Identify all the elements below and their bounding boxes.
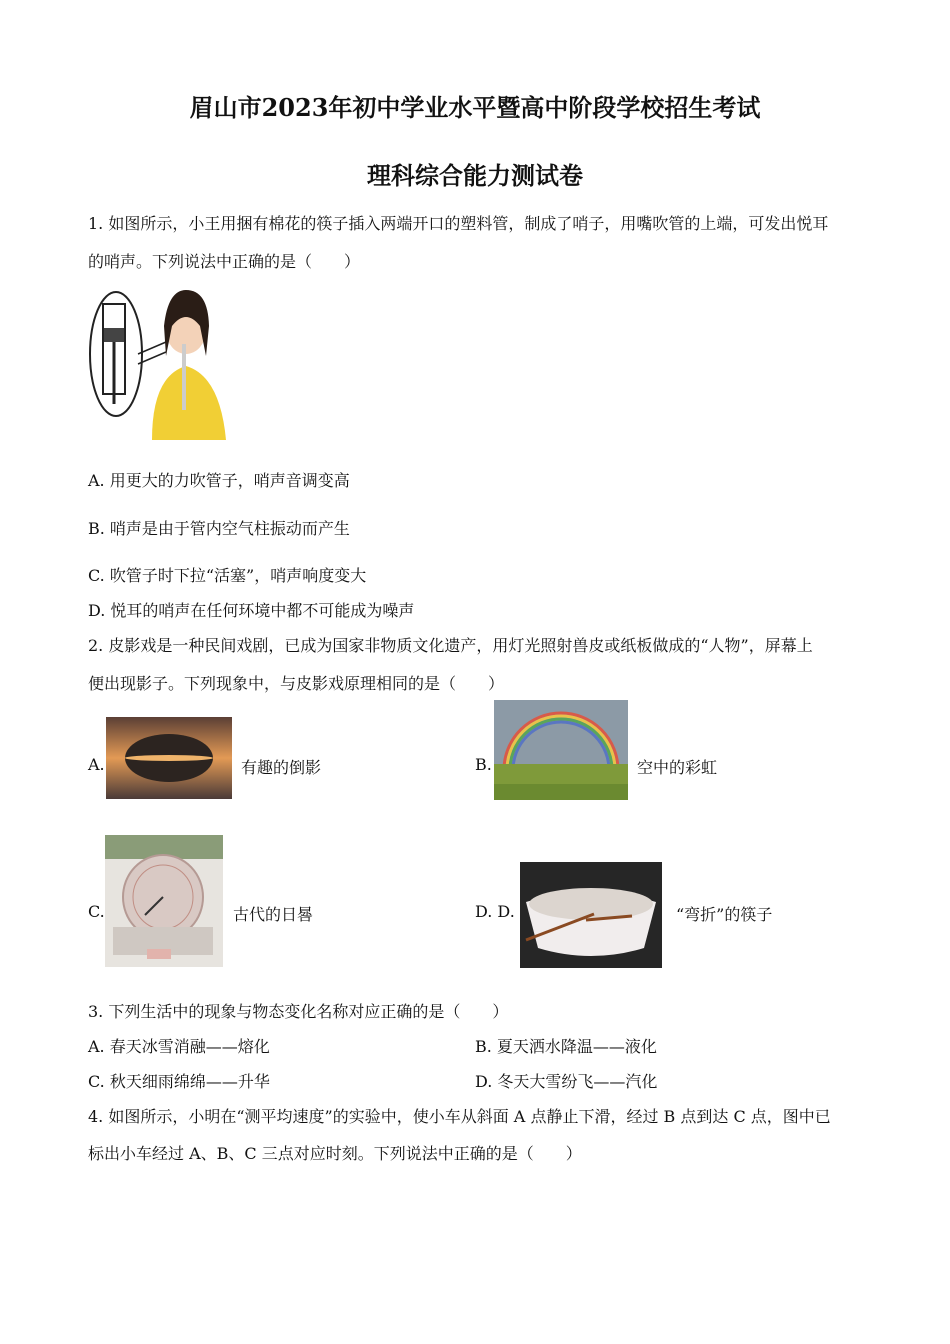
q3-option-b: B. 夏天洒水降温——液化 (475, 1037, 657, 1056)
q1-option-a: A. 用更大的力吹管子，哨声音调变高 (88, 471, 350, 490)
q2-option-b-caption: 空中的彩虹 (637, 758, 718, 777)
q1-stem-line1: 1. 如图所示，小王用捆有棉花的筷子插入两端开口的塑料管，制成了哨子，用嘴吹管的上端，可发出悦耳 (88, 214, 829, 233)
q2-option-d-caption: “弯折”的筷子 (676, 905, 773, 924)
q1-option-c: C. 吹管子时下拉“活塞”，哨声响度变大 (88, 566, 367, 585)
q3-option-d: D. 冬天大雪纷飞——汽化 (475, 1072, 658, 1091)
q2-rainbow-photo (494, 700, 628, 800)
q1-stem-line2: 的哨声。下列说法中正确的是（ ） (88, 252, 361, 271)
q2-option-a-caption: 有趣的倒影 (241, 758, 322, 777)
q2-stem-line1: 2. 皮影戏是一种民间戏剧，已成为国家非物质文化遗产，用灯光照射兽皮或纸板做成的“人物”，屏幕上 (88, 636, 813, 655)
q3-option-c: C. 秋天细雨绵绵——升华 (88, 1072, 270, 1091)
q4-stem-line2: 标出小车经过 A、B、C 三点对应时刻。下列说法中正确的是（ ） (88, 1144, 582, 1163)
q2-option-a-label: A. (88, 755, 105, 774)
q2-stem-line2: 便出现影子。下列现象中，与皮影戏原理相同的是（ ） (88, 674, 505, 693)
q1-option-b: B. 哨声是由于管内空气柱振动而产生 (88, 519, 350, 538)
exam-subtitle: 理科综合能力测试卷 (367, 161, 583, 190)
q2-option-b-label: B. (475, 755, 492, 774)
q1-whistle-figure (86, 282, 236, 442)
q4-stem-line1: 4. 如图所示，小明在“测平均速度”的实验中，使小车从斜面 A 点静止下滑，经过 B 点到达 C 点，图中已 (88, 1107, 831, 1126)
q2-reflection-photo (106, 717, 232, 799)
exam-title: 眉山市2023年初中学业水平暨高中阶段学校招生考试 (189, 93, 761, 122)
q3-option-a: A. 春天冰雪消融——熔化 (88, 1037, 270, 1056)
q2-option-c-caption: 古代的日晷 (233, 905, 314, 924)
q2-option-d-label: D. D. (475, 902, 515, 921)
q2-sundial-photo (105, 835, 223, 967)
q2-bent-chopsticks-photo (520, 862, 662, 968)
q3-stem: 3. 下列生活中的现象与物态变化名称对应正确的是（ ） (88, 1002, 509, 1021)
q2-option-c-label: C. (88, 902, 105, 921)
q1-option-d: D. 悦耳的哨声在任何环境中都不可能成为噪声 (88, 601, 415, 620)
